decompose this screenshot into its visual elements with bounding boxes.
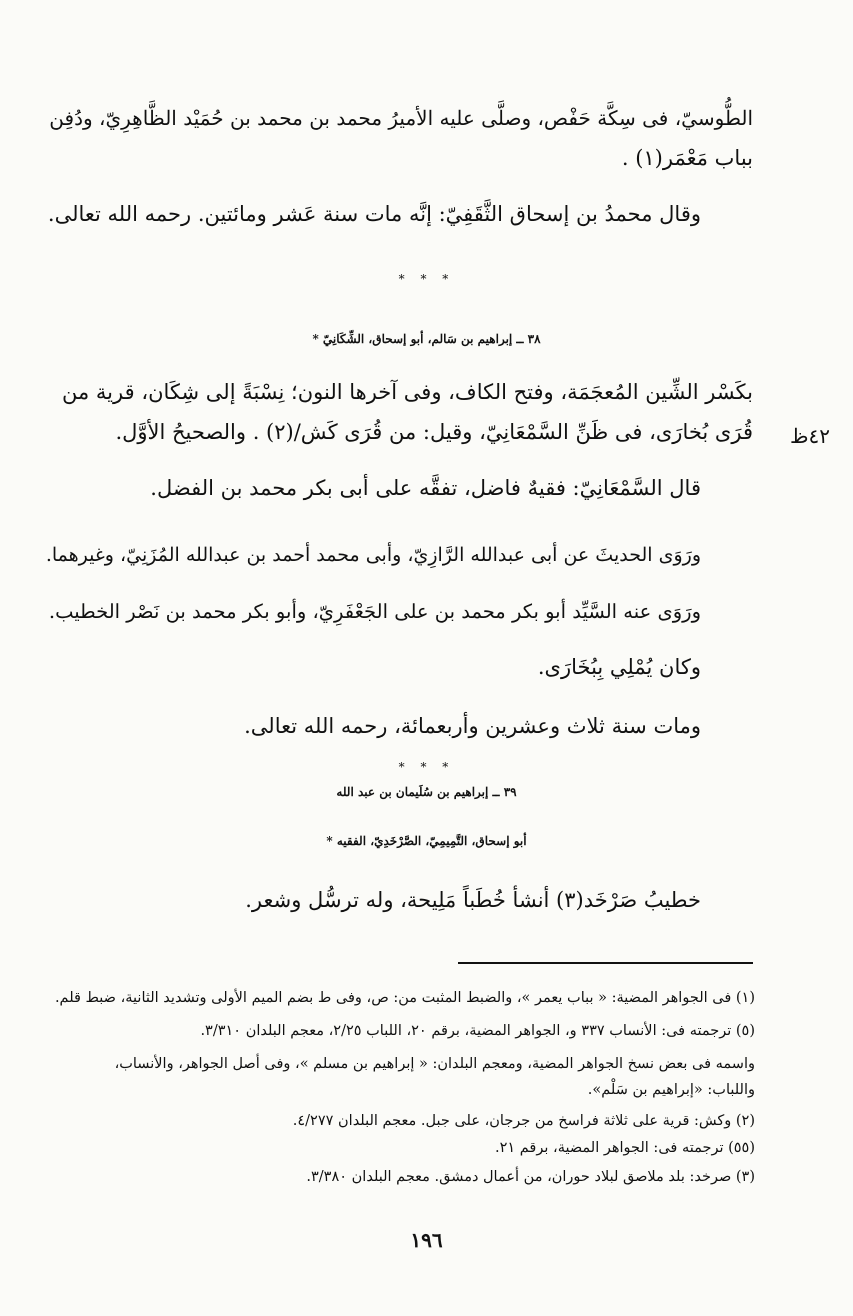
footnote: واسمه فى بعض نسخ الجواهر المضية، ومعجم البلدان: « إبراهيم بن مسلم »، وفى أصل الجواهر، والأنساب، [114,1056,755,1072]
footnote: واللباب: «إبراهيم بن سَلْم». [587,1082,755,1098]
section-separator: * * * [398,760,455,774]
body-line: بباب مَعْمَر(١) . [621,146,753,170]
body-line: الطُّوسيّ، فى سِكَّة حَفْص، وصلَّى عليه الأميرُ محمد بن محمد بن حُمَيْد الظَّاهِرِيّ، ودُفِن [49,106,753,130]
footnote: (٣) صرخد: بلد ملاصق لبلاد حوران، من أعمال دمشق. معجم البلدان ٣/٣٨٠. [306,1169,755,1185]
page-number: ١٩٦ [410,1228,443,1252]
entry-heading-39-line2: أبو إسحاق، التَّمِيمِيّ، الصَّرْخَدِيّ، الفقيه * [326,834,527,848]
body-paragraph: ورَوَى عنه السَّيِّد أبو بكر محمد بن على الجَعْفَرِيّ، وأبو بكر محمد بن نَصْر الخطيب. [48,600,701,623]
manuscript-folio-note: ٤٢ظ [790,424,830,448]
footnote: (٢) وكش: قرية على ثلاثة فراسخ من جرجان، على جبل. معجم البلدان ٤/٢٧٧. [292,1113,755,1129]
body-paragraph: وكان يُمْلِي بِبُخَارَى. [537,655,701,679]
footnote: (٥٥) ترجمته فى: الجواهر المضية، برقم ٢١. [494,1140,755,1156]
footnote: (٥) ترجمته فى: الأنساب ٣٣٧ و، الجواهر المضية، برقم ٢٠، اللباب ٢/٢٥، معجم البلدان ٣/٣١٠. [200,1023,755,1039]
footnote-rule [458,962,753,964]
body-paragraph: ومات سنة ثلاث وعشرين وأربعمائة، رحمه الله تعالى. [244,714,701,738]
body-line: بكَسْر الشِّين المُعجَمَة، وفتح الكاف، وفى آخرها النون؛ نِسْبَةً إلى شِكَان، قرية من [62,380,753,404]
entry-heading-39-line1: ٣٩ ــ إبراهيم بن سُلَيمان بن عبد الله [336,785,517,799]
footnote: (١) فى الجواهر المضية: « بباب يعمر »، والضبط المثبت من: ص، وفى ط بضم الميم الأولى وتشديد الثانية، ضبط قلم. [54,990,755,1006]
body-paragraph: وقال محمدُ بن إسحاق الثَّقَفِيّ: إنَّه مات سنة عَشر ومائتين. رحمه الله تعالى. [47,202,701,226]
body-paragraph: قال السَّمْعَانِيّ: فقيهٌ فاضل، تفقَّه على أبى بكر محمد بن الفضل. [150,476,701,500]
body-paragraph: ورَوَى الحديثَ عن أبى عبدالله الرَّازِيّ، وأبى محمد أحمد بن عبدالله المُزَنِيّ، وغيرهما. [45,544,701,566]
body-line: قُرَى بُخارَى، فى ظَنِّ السَّمْعَانِيّ، وقيل: من قُرَى كَش/(٢) . والصحيحُ الأوَّل. [115,420,753,444]
section-separator: * * * [398,272,455,286]
entry-heading-38: ٣٨ ــ إبراهيم بن سَالم، أبو إسحاق، الشِّكَانِيّ * [312,332,541,346]
body-paragraph: خطيبُ صَرْخَد(٣) أنشأ خُطَباً مَلِيحة، وله ترسُّل وشعر. [245,888,701,912]
